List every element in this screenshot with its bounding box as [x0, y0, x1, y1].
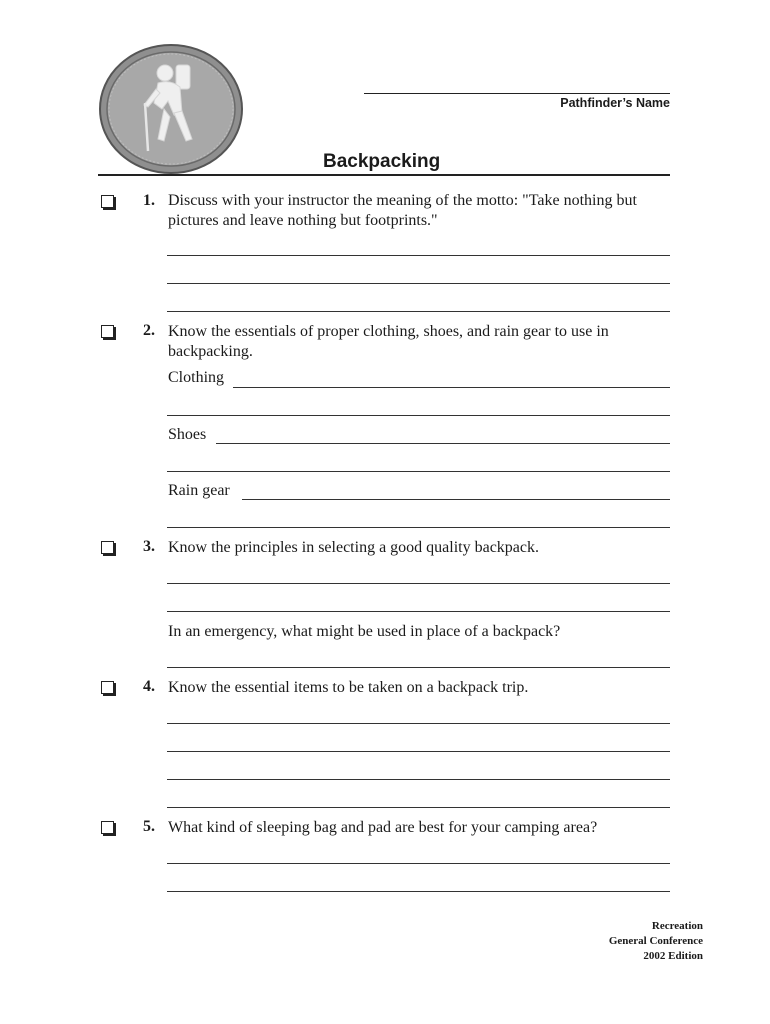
checkbox-icon[interactable] — [101, 195, 114, 208]
answer-line[interactable] — [167, 611, 670, 612]
answer-line[interactable] — [167, 751, 670, 752]
backpacking-badge-emblem — [98, 43, 244, 175]
shoes-answer-line[interactable] — [216, 443, 670, 444]
requirement-text: Know the essential items to be taken on a backpack trip. — [168, 679, 529, 696]
clothing-answer-line[interactable] — [233, 387, 670, 388]
rain-gear-label: Rain gear — [168, 482, 230, 499]
footer-category: Recreation — [651, 920, 703, 932]
requirement-number: 2. — [143, 322, 155, 339]
clothing-label: Clothing — [168, 369, 225, 386]
requirement-number: 5. — [143, 818, 155, 835]
requirement-text: Know the essentials of proper clothing, shoes, and rain gear to use in backpacking. — [168, 323, 609, 360]
answer-line[interactable] — [167, 583, 670, 584]
checkbox-icon[interactable] — [101, 325, 114, 338]
requirement-text: Know the principles in selecting a good quality backpack. — [168, 539, 540, 556]
checkbox-icon[interactable] — [101, 541, 114, 554]
footer-edition: 2002 Edition — [643, 950, 703, 962]
footer-organization: General Conference — [608, 935, 703, 947]
answer-line[interactable] — [167, 415, 670, 416]
answer-line[interactable] — [167, 807, 670, 808]
requirement-text: What kind of sleeping bag and pad are best for your camping area? — [168, 819, 598, 836]
answer-line[interactable] — [167, 471, 670, 472]
page-footer — [609, 919, 703, 964]
pathfinder-name-line[interactable] — [364, 93, 670, 94]
answer-line[interactable] — [167, 255, 670, 256]
answer-line[interactable] — [167, 863, 670, 864]
requirement-number: 3. — [143, 538, 155, 555]
answer-line[interactable] — [167, 891, 670, 892]
answer-line[interactable] — [167, 723, 670, 724]
answer-line[interactable] — [167, 311, 670, 312]
requirement-number: 4. — [143, 678, 155, 695]
checkbox-icon[interactable] — [101, 821, 114, 834]
answer-line[interactable] — [167, 527, 670, 528]
requirement-number: 1. — [143, 192, 155, 209]
shoes-label: Shoes — [168, 426, 207, 443]
answer-line[interactable] — [167, 283, 670, 284]
requirement-text: Discuss with your instructor the meaning of the motto: "Take nothing but pictures and leave nothing but footprints." — [168, 192, 637, 229]
title-divider — [98, 174, 670, 176]
rain-gear-answer-line[interactable] — [242, 499, 670, 500]
answer-line[interactable] — [167, 667, 670, 668]
answer-line[interactable] — [167, 779, 670, 780]
pathfinder-name-label: Pathfinder’s Name — [560, 96, 670, 110]
page-title: Backpacking — [323, 151, 441, 172]
checkbox-icon[interactable] — [101, 681, 114, 694]
subquestion-text: In an emergency, what might be used in place of a backpack? — [168, 623, 561, 640]
